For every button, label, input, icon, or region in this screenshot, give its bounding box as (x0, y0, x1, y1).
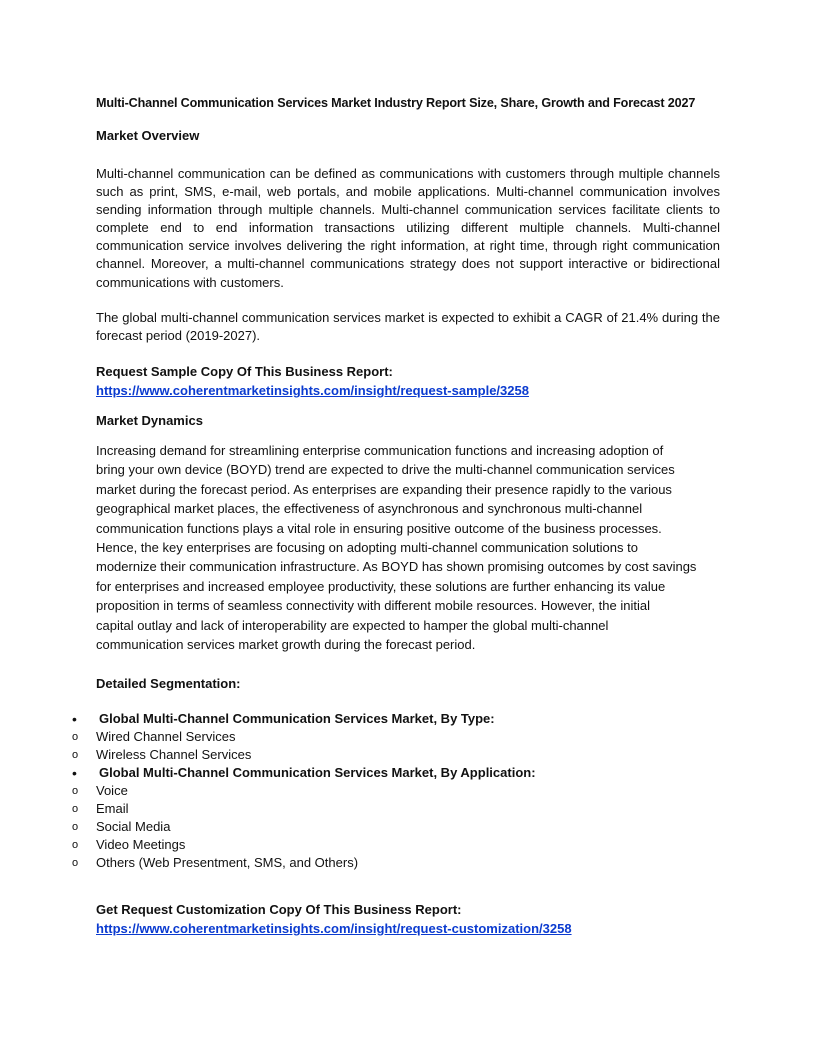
bullet-circle-icon: o (72, 839, 79, 851)
document-title: Multi-Channel Communication Services Market Industry Report Size, Share, Growth and Forecast 2027 (96, 96, 696, 110)
bullet-circle-icon: o (72, 731, 79, 743)
detailed-segmentation-heading: Detailed Segmentation: (96, 676, 241, 691)
market-dynamics-paragraph (96, 441, 720, 654)
list-item (0, 800, 816, 818)
dynamics-line: modernize their communication infrastructure. As BOYD has shown promising outcomes by cost savings (96, 559, 697, 575)
dynamics-line: market during the forecast period. As enterprises are expanding their presence rapidly to the various (96, 481, 672, 497)
list-item (0, 854, 816, 872)
dynamics-line: geographical market places, the effectiveness of asynchronous and synchronous multi-channel (96, 501, 643, 517)
segment-item: Social Media (96, 819, 171, 834)
overview-paragraph-2: The global multi-channel communication services market is expected to exhibit a CAGR of 21.4% during the forecast period (2019-2027). (96, 310, 720, 344)
segment-item: Wireless Channel Services (96, 747, 252, 762)
bullet-circle-icon: o (72, 749, 79, 761)
request-customization-link[interactable]: https://www.coherentmarketinsights.com/insight/request-customization/3258 (96, 921, 572, 936)
dynamics-line: capital outlay and lack of interoperability are expected to hamper the global multi-channel (96, 617, 609, 633)
overview-paragraph-1: Multi-channel communication can be defined as communications with customers through multiple channels such as print, SMS, e-mail, web portals, and mobile applications. Multi-channel communication involves sending information through multiple channels. Multi-channel communication services facilitate clients to complete end to end information transactions utilizing different multiple channels. Multi-channel communication service involves delivering the right information, at right time, through right communication channel. Moreover, a multi-channel communications strategy does not support interactive or bidirectional communications with customers. (96, 166, 720, 290)
dynamics-line: proposition in terms of seamless connectivity with different mobile resources. However, the initial (96, 598, 650, 614)
bullet-disc-icon: • (72, 765, 77, 781)
list-item (0, 836, 816, 854)
list-item (0, 818, 816, 836)
dynamics-line: Increasing demand for streamlining enterprise communication functions and increasing adoption of (96, 443, 664, 458)
segment-item: Others (Web Presentment, SMS, and Others) (96, 855, 359, 870)
dynamics-line: Hence, the key enterprises are focusing on adopting multi-channel communication solutions to (96, 540, 638, 556)
request-sample-heading: Request Sample Copy Of This Business Report: (96, 364, 393, 379)
bullet-circle-icon: o (72, 803, 79, 815)
segment-item: Wired Channel Services (96, 729, 236, 744)
market-overview-heading: Market Overview (96, 128, 200, 143)
segment-by-application: Global Multi-Channel Communication Services Market, By Application: (99, 765, 536, 780)
bullet-circle-icon: o (72, 785, 79, 797)
segmentation-list (0, 710, 816, 872)
segment-by-type: Global Multi-Channel Communication Services Market, By Type: (99, 711, 495, 726)
segment-item: Video Meetings (96, 837, 186, 852)
market-dynamics-heading: Market Dynamics (96, 413, 203, 428)
bullet-circle-icon: o (72, 857, 79, 869)
list-item (0, 764, 816, 782)
dynamics-line: bring your own device (BOYD) trend are expected to drive the multi-channel communication services (96, 462, 675, 478)
list-item (0, 728, 816, 746)
list-item (0, 710, 816, 728)
dynamics-line: for enterprises and increased employee productivity, these solutions are further enhancing its value (96, 578, 666, 594)
segment-item: Email (96, 801, 129, 816)
request-sample-link[interactable]: https://www.coherentmarketinsights.com/insight/request-sample/3258 (96, 383, 529, 398)
bullet-disc-icon: • (72, 711, 77, 727)
segment-item: Voice (96, 783, 128, 798)
list-item (0, 782, 816, 800)
bullet-circle-icon: o (72, 821, 79, 833)
dynamics-line: communication functions plays a vital role in ensuring positive outcome of the business processes. (96, 520, 662, 536)
request-customization-heading: Get Request Customization Copy Of This Business Report: (96, 902, 462, 917)
dynamics-line: communication services market growth during the forecast period. (96, 637, 476, 653)
list-item (0, 746, 816, 764)
